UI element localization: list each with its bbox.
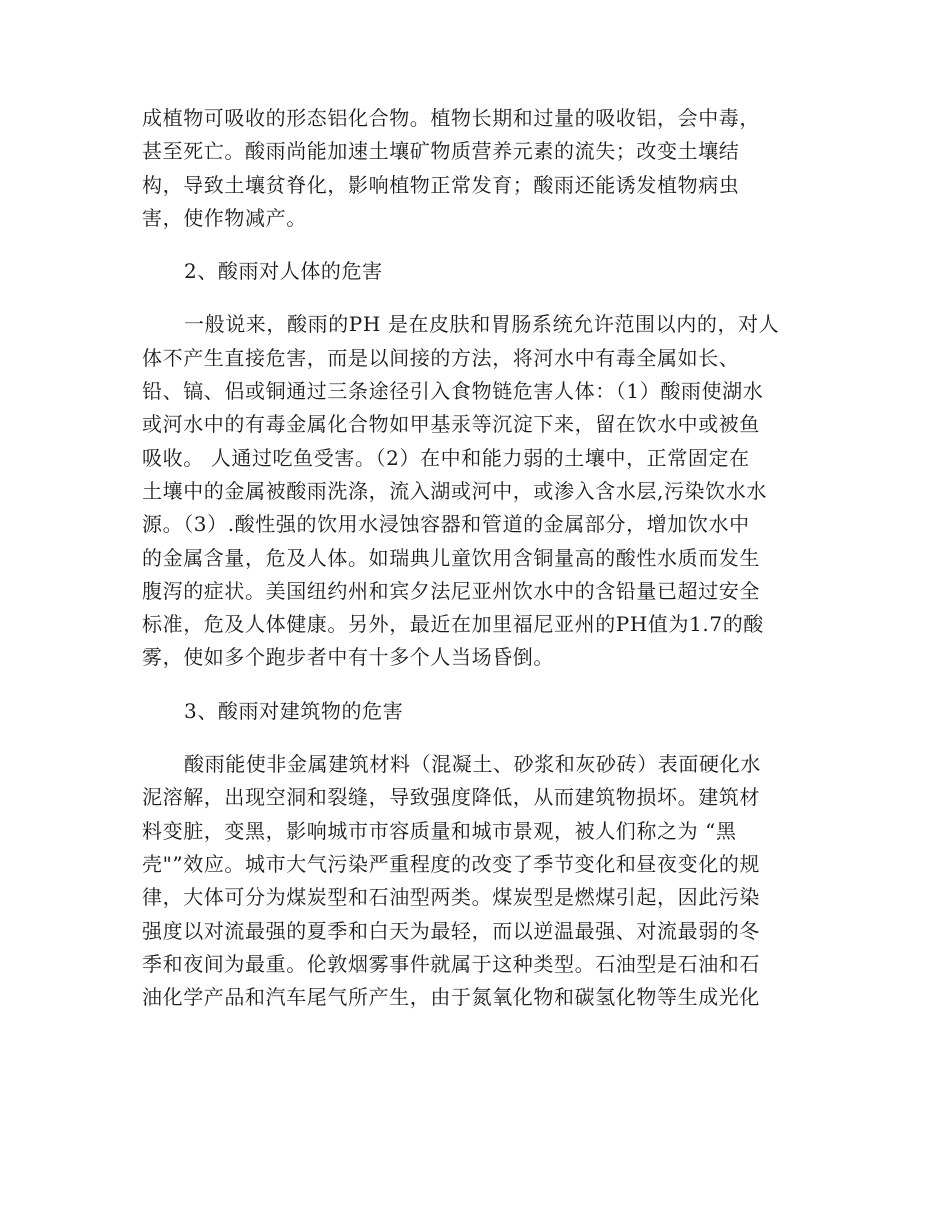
text-line: 一般说来，酸雨的PH 是在皮肤和胃肠系统允许范围以内的，对人 xyxy=(184,312,780,337)
text-line: 甚至死亡。酸雨尚能加速土壤矿物质营养元素的流失；改变土壤结 xyxy=(142,139,740,164)
text-line: 或河水中的有毒金属化合物如甲基汞等沉淀下来，留在饮水中或被鱼 xyxy=(142,412,760,437)
text-line: 害，使作物减产。 xyxy=(142,205,307,230)
text-line: 泥溶解，出现空洞和裂缝，导致强度降低，从而建筑物损坏。建筑材 xyxy=(142,785,760,810)
text-line: 季和夜间为最重。伦敦烟雾事件就属于这种类型。石油型是石油和石 xyxy=(142,951,760,976)
text-line: 料变脏，变黑，影响城市市容质量和城市景观，被人们称之为 “黑 xyxy=(142,818,737,843)
document-body xyxy=(142,102,810,1014)
paragraph-section1-tail xyxy=(142,102,810,235)
text-line: 成植物可吸收的形态铝化合物。植物长期和过量的吸收铝，会中毒， xyxy=(142,106,760,130)
text-line: 土壤中的金属被酸雨洗涤，流入湖或河中，或渗入含水层,污染饮水水 xyxy=(142,478,767,503)
heading-building-harm: 3、酸雨对建筑物的危害 xyxy=(184,698,404,723)
text-line: 铅、镐、侣或铜通过三条途径引入食物链危害人体：（1）酸雨使湖水 xyxy=(142,379,764,404)
text-line: 的金属含量，危及人体。如瑞典儿童饮用含铜量高的酸性水质而发生 xyxy=(142,545,760,570)
text-line: 酸雨能使非金属建筑材料（混凝土、砂浆和灰砂砖）表面硬化水 xyxy=(184,752,761,777)
text-line: 腹泻的症状。美国纽约州和宾夕法尼亚州饮水中的含铅量已超过安全 xyxy=(142,578,760,603)
text-line: 雾，使如多个跑步者中有十多个人当场昏倒。 xyxy=(142,645,554,670)
text-line: 源。（3）.酸性强的饮用水浸蚀容器和管道的金属部分，增加饮水中 xyxy=(142,512,750,537)
text-line: 体不产生直接危害，而是以间接的方法，将河水中有毒全属如长、 xyxy=(142,345,740,370)
text-line: 构，导致土壤贫脊化，影响植物正常发育；酸雨还能诱发植物病虫 xyxy=(142,172,740,197)
text-line: 律，大体可分为煤炭型和石油型两类。煤炭型是燃煤引起，因此污染 xyxy=(142,885,760,910)
text-line: 吸收。 人通过吃鱼受害。（2）在中和能力弱的土壤中，正常固定在 xyxy=(142,445,750,470)
paragraph-building-harm xyxy=(142,748,810,1014)
text-line: 壳"”效应。城市大气污染严重程度的改变了季节变化和昼夜变化的规 xyxy=(142,851,761,876)
text-line: 油化学产品和汽车尾气所产生，由于氮氧化物和碳氢化物等生成光化 xyxy=(142,985,760,1010)
paragraph-human-harm xyxy=(142,308,810,674)
text-line: 强度以对流最强的夏季和白天为最轻，而以逆温最强、对流最弱的冬 xyxy=(142,918,760,943)
text-line: 标准，危及人体健康。另外，最近在加里福尼亚州的PH值为1.7的酸 xyxy=(142,612,764,637)
heading-human-harm: 2、酸雨对人体的危害 xyxy=(184,259,383,284)
